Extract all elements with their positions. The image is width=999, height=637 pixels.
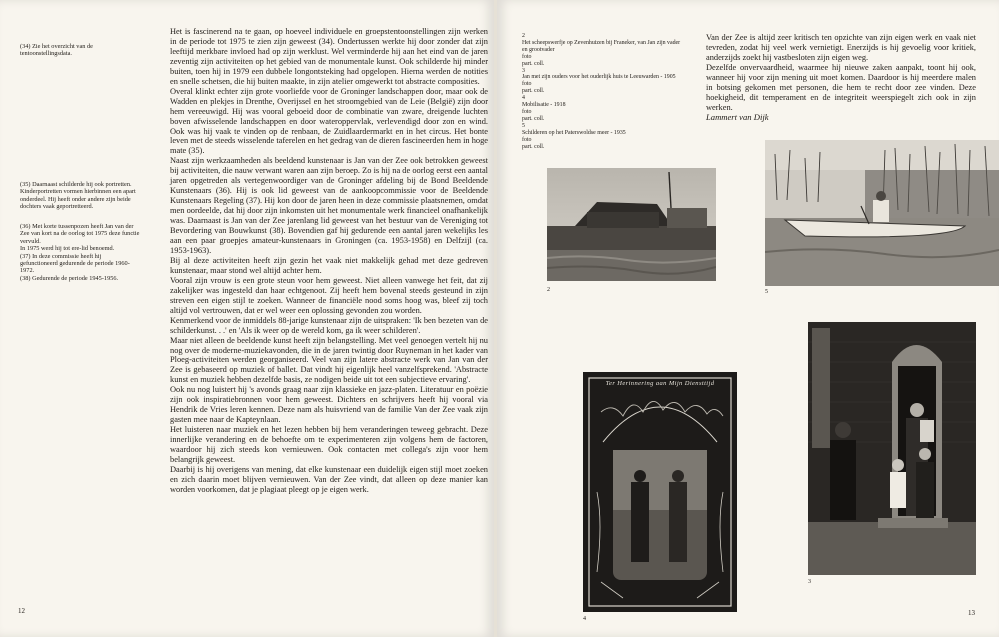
shipyard-image [547, 168, 716, 281]
page-number-right: 13 [968, 609, 975, 617]
paragraph: Kenmerkend voor de inmiddels 88-jarige kunstenaar zijn de uitspraken: 'Ik ben bezeten van de schilderkunst. . .' en 'Als ik weer op de wereld kom, ga ik weer schilderen'. [170, 315, 488, 335]
caption-line: foto [522, 53, 532, 60]
caption-line: Mobilisatie - 1918 [522, 102, 566, 109]
author-signature: Lammert van Dijk [706, 112, 769, 122]
photo-number-2: 2 [547, 287, 550, 293]
photo-number-4: 4 [583, 616, 586, 622]
footnote-34-text: (34) Zie het overzicht van de tentoonstellingsdata. [20, 43, 93, 58]
paragraph: Ook nu nog luistert hij 's avonds graag naar zijn klassieke en jazz-platen. Literatuur en poëzie zijn ook inspiratiebronnen voor hem geweest. Dichters en schrijvers heeft hij vooral via Hendrik de Vries leren kennen. Deze nam als huisvriend van de familie Van der Zee vaak zijn gasten mee naar de Kapteynlaan. [170, 385, 488, 425]
closing-text [706, 33, 976, 113]
caption-line: 3 [522, 67, 525, 74]
photo-captions [522, 33, 682, 150]
paragraph: Het is fascinerend na te gaan, op hoeveel individuele en groepstentoonstellingen zijn werken in de periode tot 1975 te zien zijn geweest (34). Ondertussen werkte hij door zonder dat zijn leeftijd merkbare invloed had op zijn werklust. Wel verminderde hij aan het eind van de jaren zeventig zijn activiteiten op het gebied van de monumentale kunst. Ook schilderde hij minder buiten, toen hij in 1979 een dubbele longontsteking had opgelopen. Hierna werden de notities en snelle schetsen, die hij buiten maakte, in zijn atelier omgewerkt tot abstracte composities. [170, 27, 488, 86]
caption-line: Het scheepswerfje op Zevenhuizen bij Franeker, van Jan zijn vader en grootvader [522, 39, 681, 53]
boat-lake-image [765, 140, 999, 286]
photo-family-house [808, 322, 976, 575]
photo-number-5: 5 [765, 289, 768, 295]
footnote-38 [20, 275, 140, 282]
caption-line: 4 [522, 95, 525, 102]
paragraph: Overal klinkt echter zijn grote voorliefde voor de Groninger landschappen door, maar ook de Wadden en plekjes in Drenthe, Overijssel en het stroomgebied van de Leie (België) zijn door hem vereeuwigd. Hij was vooral geboeid door de combinatie van zware, dreigende luchten boven afwisselende landschappen en door wateroppervlak, verlevendigd door zon en wind. Ook was hij vaak te vinden op de renbaan, de Zuidlaardermarkt en in het circus. Het bonte leven met de steeds wisselende taferelen en het gedrag van de dieren fascineerden hem in hoge mate (35). [170, 86, 488, 156]
caption-line: part. coll. [522, 115, 545, 122]
caption-line: foto [522, 108, 532, 115]
footnote-35 [20, 181, 140, 211]
footnote-36 [20, 223, 140, 275]
footnote-35-text: (35) Daarnaast schilderde hij ook portretten. Kinderportretten vormen hierbinnen een apart onderdeel. Hij heeft onder andere zijn beide dochters vaak geportretteerd. [20, 181, 136, 211]
caption-line: part. coll. [522, 143, 545, 150]
caption-line: Jan met zijn ouders voor het ouderlijk huis te Leeuwarden - 1905 [522, 74, 676, 81]
paragraph: Van der Zee is altijd zeer kritisch ten opzichte van zijn eigen werk en vaak niet tevreden, zodat hij veel werk vernietigt. Enerzijds is hij gevoelig voor kritiek, anderzijds zoekt hij vastbesloten zijn eigen weg. [706, 33, 976, 62]
card-inscription: Ter Herinnering aan Mijn Diensttijd [605, 380, 715, 387]
left-page [0, 0, 494, 637]
mobilisation-card-image [583, 372, 737, 612]
main-article-text [170, 27, 488, 495]
footnote-36-extra-text: In 1975 werd hij tot ere-lid benoemd. [20, 245, 115, 253]
paragraph: Vooral zijn vrouw is een grote steun voor hem geweest. Niet alleen vanwege het feit, dat zij zakelijker was ingesteld dan haar echtgenoot. Zij heeft hem bovenal steeds gesteund in zijn streven een eigen stijl te zoeken. Wanneer de financiële nood soms hoog was, bleef zij toch altijd vol vertrouwen, dat er wel weer een oplossing gevonden zou worden. [170, 275, 488, 315]
caption-line: foto [522, 81, 532, 88]
footnote-37-text: (37) In deze commissie heeft hij gefunctioneerd gedurende de periode 1960-1972. [20, 252, 130, 275]
paragraph: Naast zijn werkzaamheden als beeldend kunstenaar is Jan van der Zee ook betrokken geweest bij activiteiten, die nauw verwant waren aan zijn beroep. Zo is hij na de oorlog eerst een aantal jaren opgetreden als vertegenwoordiger van de Groninger afdeling bij de Bond Beeldende Kunstenaars (36). Hij is ook lid geweest van de aankoopcommissie voor de Beeldende Kunstenaars Regeling (37). Hij kon door de jaren heen in deze commissie plaatsnemen, omdat men oordeelde, dat hij door zijn inkomsten uit het monumentale werk financieel onafhankelijk was. Daarnaast is Jan van der Zee jarenlang lid geweest van het bestuur van de Vereniging tot Bevordering van Bouwkunst (38). Bovendien gaf hij gedurende een aantal jaren wekelijks les aan een paar groepjes amateur-kunstenaars in Groningen (ca. 1953-1958) en Delfzijl (ca. 1953-1963). [170, 156, 488, 255]
paragraph: Dezelfde onvervaardheid, waarmee hij nieuwe zaken aanpakt, toont hij ook, wanneer hij voor zijn mening uit moet komen. Daardoor is hij meerdere malen in botsing gekomen met personen, die hem te recht door zee vinden. Deze hoekigheid, dit temperament en de integriteit weerspiegelt zich ook in zijn werken. [706, 62, 976, 112]
family-house-image [808, 322, 976, 575]
page-number-left: 12 [18, 607, 25, 615]
caption-line: 2 [522, 33, 525, 39]
photo-shipyard [547, 168, 716, 281]
paragraph: Daarbij is hij overigens van mening, dat elke kunstenaar een duidelijk eigen stijl moet zoeken en zich daarin moet blijven vernieuwen. Van der Zee vindt, dat alleen op deze manier kan worden voorkomen, dat je plagiaat pleegt op je eigen werk. [170, 464, 488, 494]
caption-line: part. coll. [522, 88, 545, 95]
caption-line: part. coll. [522, 60, 545, 67]
paragraph: Het luisteren naar muziek en het lezen hebben bij hem veranderingen teweeg gebracht. Deze innerlijke verandering en de behoefte om te experimenteren zijn volgens hem de factoren, waardoor hij zich steeds kon vernieuwen. Ook contacten met collega's zijn voor hem belangrijk geweest. [170, 425, 488, 464]
caption-line: 5 [522, 122, 525, 129]
photo-mobilisation-card [583, 372, 737, 612]
footnote-34 [20, 43, 140, 58]
caption-line: Schilderen op het Paterswoldse meer - 1935 [522, 129, 626, 136]
footnote-38-text: (38) Gedurende de periode 1945-1956. [20, 275, 119, 282]
paragraph: Bij al deze activiteiten heeft zijn gezin het vaak niet makkelijk gehad met deze gedreven kunstenaar, maar stond wel altijd achter hem. [170, 255, 488, 275]
paragraph: Maar niet alleen de beeldende kunst heeft zijn belangstelling. Met veel genoegen vertelt hij nu nog over de moderne-muziekavonden, die in de jaren twintig door Ruyneman in het kader van Ploeg-activiteiten werden georganiseerd. Veel van zijn latere abstracte werk van Jan van der Zee is gebaseerd op muziek of ballet. Dat vindt hij eigenlijk heel vanzelfsprekend. 'Abstracte kunst en muziek hebben dezelfde basis, ze nodigen beide uit tot een subjectieve ervaring'. [170, 335, 488, 385]
photo-boat-lake [765, 140, 999, 286]
photo-number-3: 3 [808, 579, 811, 585]
caption-line: foto [522, 136, 532, 143]
footnote-36-text: (36) Met korte tussenpozen heeft Jan van der Zee van kort na de oorlog tot 1975 deze functie vervuld. [20, 223, 140, 245]
